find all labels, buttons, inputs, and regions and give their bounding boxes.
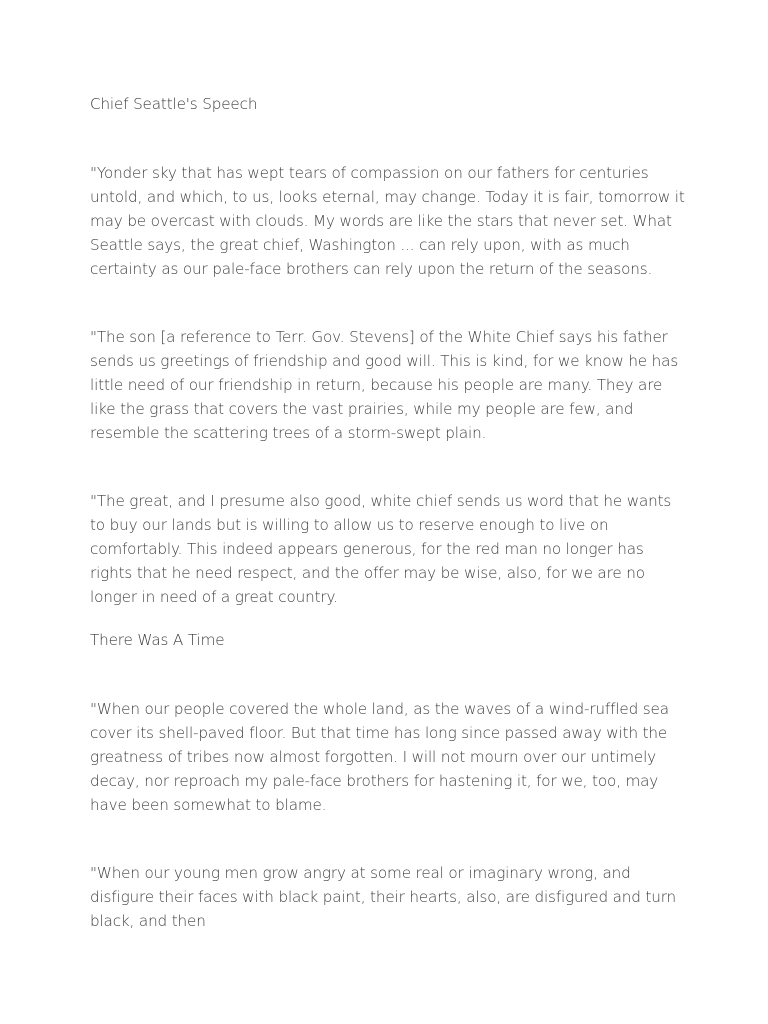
document-title: Chief Seattle's Speech (90, 95, 258, 113)
paragraph-great-white-chief: "The great, and I presume also good, white chief sends us word that he wants to buy our lands but is willing to allow us to reserve enough to live on comfortably. This indeed appears generous, for the red man no longer has rights that he need respect, and the offer may be wise, also, for we are no longer in need of a great country. (90, 492, 672, 606)
section-heading: There Was A Time (90, 631, 225, 649)
paragraph-young-men: "When our young men grow angry at some real or imaginary wrong, and disfigure their faces with black paint, their hearts, also, are disfigured and turn black, and then (90, 864, 677, 930)
paragraph-our-people: "When our people covered the whole land, as the waves of a wind-ruffled sea cover its shell-paved floor. But that time has long since passed away with the greatness of tribes now almost forgotten. I will not mourn over our untimely decay, nor reproach my pale-face brothers for hastening it, for we, too, may have been somewhat to blame. (90, 700, 669, 814)
paragraph-yonder-sky: "Yonder sky that has wept tears of compassion on our fathers for centuries untold, and which, to us, looks eternal, may change. Today it is fair, tomorrow it may be overcast with clouds. My words are like the stars that never set. What Seattle says, the great chief, Washington ... can rely upon, with as much certainty as our pale-face brothers can rely upon the return of the seasons. (90, 164, 685, 278)
paragraph-son-of-white-chief: "The son [a reference to Terr. Gov. Stevens] of the White Chief says his father sends us greetings of friendship and good will. This is kind, for we know he has little need of our friendship in return, because his people are many. They are like the grass that covers the vast prairies, while my people are few, and resemble the scattering trees of a storm-swept plain. (90, 328, 679, 442)
